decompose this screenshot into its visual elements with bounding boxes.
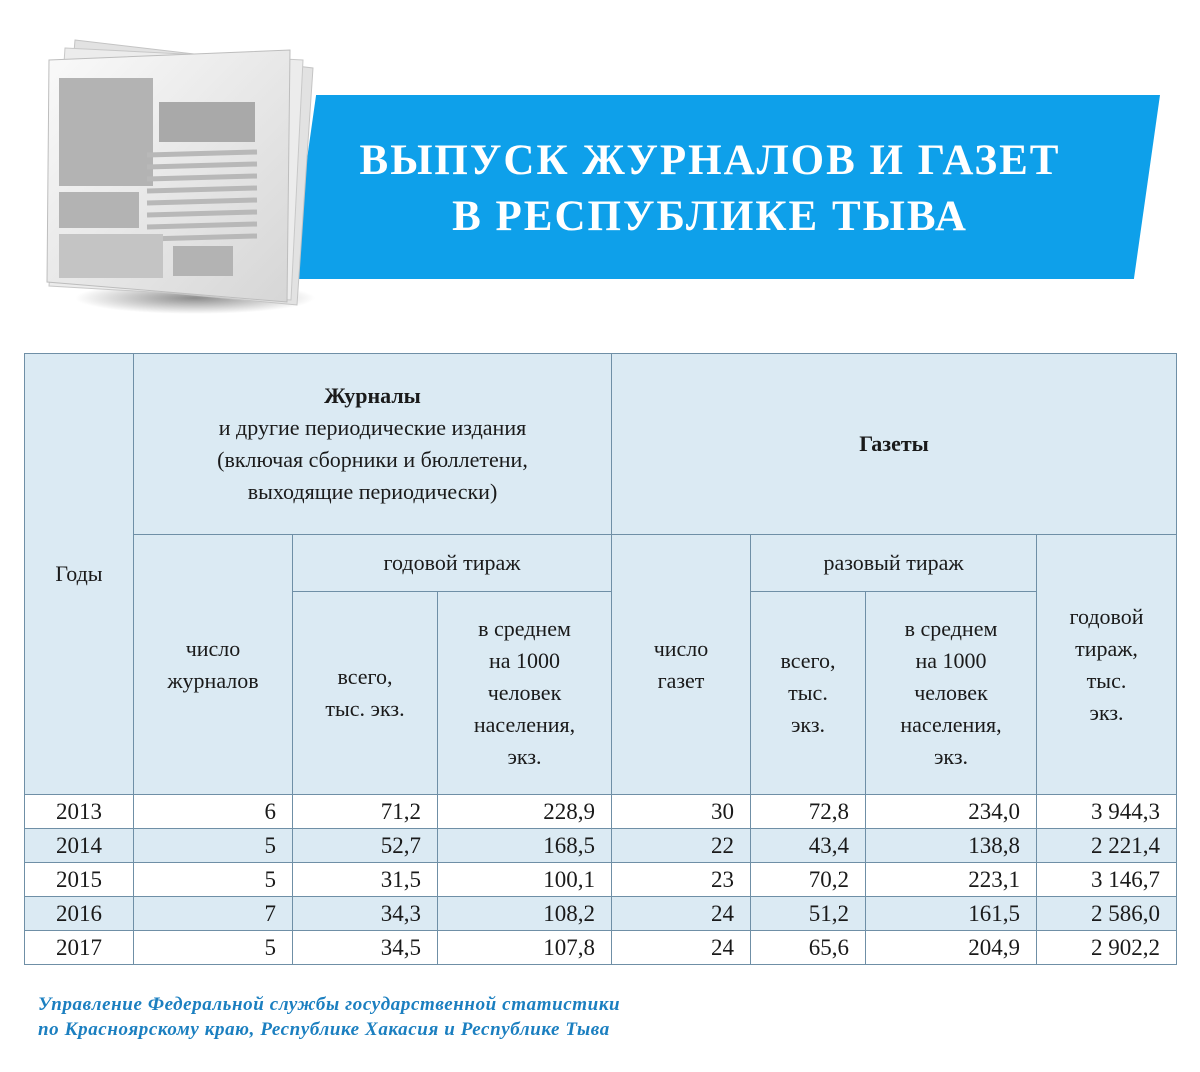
page-title xyxy=(300,133,1120,245)
newspapers-count-cell: 22 xyxy=(612,829,751,863)
magazines-count-cell: 7 xyxy=(134,897,293,931)
table-row xyxy=(25,897,1177,931)
newspapers-avg-header: в среднем на 1000 человек населения, экз. xyxy=(866,592,1037,795)
newspapers-annual-header: годовой тираж, тыс. экз. xyxy=(1037,535,1177,795)
table-row xyxy=(25,931,1177,965)
newspapers-total-cell: 70,2 xyxy=(751,863,866,897)
newspapers-count-cell: 23 xyxy=(612,863,751,897)
magazines-subtitle-2: (включая сборники и бюллетени, xyxy=(217,447,528,472)
magazines-count-header: число журналов xyxy=(134,535,293,795)
newspapers-count-header: число газет xyxy=(612,535,751,795)
newspapers-total-cell: 51,2 xyxy=(751,897,866,931)
newspapers-avg-cell: 223,1 xyxy=(866,863,1037,897)
year-cell: 2017 xyxy=(25,931,134,965)
newspapers-count-cell: 24 xyxy=(612,897,751,931)
newspapers-total-header: всего, тыс. экз. xyxy=(751,592,866,795)
magazines-subtitle-3: выходящие периодически) xyxy=(247,479,498,504)
magazines-total-cell: 31,5 xyxy=(293,863,438,897)
source-line-2: по Красноярскому краю, Республике Хакасия и Республике Тыва xyxy=(38,1019,610,1040)
newspapers-annual-cell: 3 944,3 xyxy=(1037,795,1177,829)
table-row xyxy=(25,863,1177,897)
annual-run-header: годовой тираж xyxy=(293,535,612,592)
magazines-subtitle-1: и другие периодические издания xyxy=(218,415,527,440)
newspapers-annual-cell: 2 221,4 xyxy=(1037,829,1177,863)
magazines-count-cell: 5 xyxy=(134,863,293,897)
newspapers-count-cell: 24 xyxy=(612,931,751,965)
magazines-avg-header: в среднем на 1000 человек населения, экз. xyxy=(438,592,612,795)
newspapers-header: Газеты xyxy=(612,354,1177,535)
newspapers-annual-cell: 3 146,7 xyxy=(1037,863,1177,897)
single-run-header: разовый тираж xyxy=(751,535,1037,592)
newspapers-avg-cell: 204,9 xyxy=(866,931,1037,965)
magazines-avg-cell: 100,1 xyxy=(438,863,612,897)
magazines-total-cell: 34,3 xyxy=(293,897,438,931)
magazines-count-cell: 6 xyxy=(134,795,293,829)
table-row xyxy=(25,795,1177,829)
year-cell: 2014 xyxy=(25,829,134,863)
newspapers-count-cell: 30 xyxy=(612,795,751,829)
magazines-avg-cell: 107,8 xyxy=(438,931,612,965)
year-cell: 2013 xyxy=(25,795,134,829)
magazines-header xyxy=(134,354,612,535)
newspapers-avg-cell: 161,5 xyxy=(866,897,1037,931)
magazines-avg-cell: 108,2 xyxy=(438,897,612,931)
source-note xyxy=(38,992,620,1042)
years-header: Годы xyxy=(25,354,134,795)
magazines-total-header: всего, тыс. экз. xyxy=(293,592,438,795)
magazines-avg-cell: 168,5 xyxy=(438,829,612,863)
newspapers-annual-cell: 2 586,0 xyxy=(1037,897,1177,931)
newspapers-avg-cell: 138,8 xyxy=(866,829,1037,863)
newspapers-total-cell: 65,6 xyxy=(751,931,866,965)
year-cell: 2016 xyxy=(25,897,134,931)
title-line-2: В РЕСПУБЛИКЕ ТЫВА xyxy=(452,193,968,240)
title-line-1: ВЫПУСК ЖУРНАЛОВ И ГАЗЕТ xyxy=(359,137,1061,184)
source-line-1: Управление Федеральной службы государственной статистики xyxy=(38,994,621,1015)
newspapers-avg-cell: 234,0 xyxy=(866,795,1037,829)
magazines-avg-cell: 228,9 xyxy=(438,795,612,829)
statistics-table xyxy=(24,353,1177,965)
magazines-total-cell: 34,5 xyxy=(293,931,438,965)
newspapers-total-cell: 72,8 xyxy=(751,795,866,829)
newspaper-icon xyxy=(35,20,335,320)
magazines-total-cell: 71,2 xyxy=(293,795,438,829)
magazines-count-cell: 5 xyxy=(134,829,293,863)
magazines-title: Журналы xyxy=(324,383,421,408)
newspapers-annual-cell: 2 902,2 xyxy=(1037,931,1177,965)
magazines-count-cell: 5 xyxy=(134,931,293,965)
table-row xyxy=(25,829,1177,863)
year-cell: 2015 xyxy=(25,863,134,897)
magazines-total-cell: 52,7 xyxy=(293,829,438,863)
newspapers-total-cell: 43,4 xyxy=(751,829,866,863)
